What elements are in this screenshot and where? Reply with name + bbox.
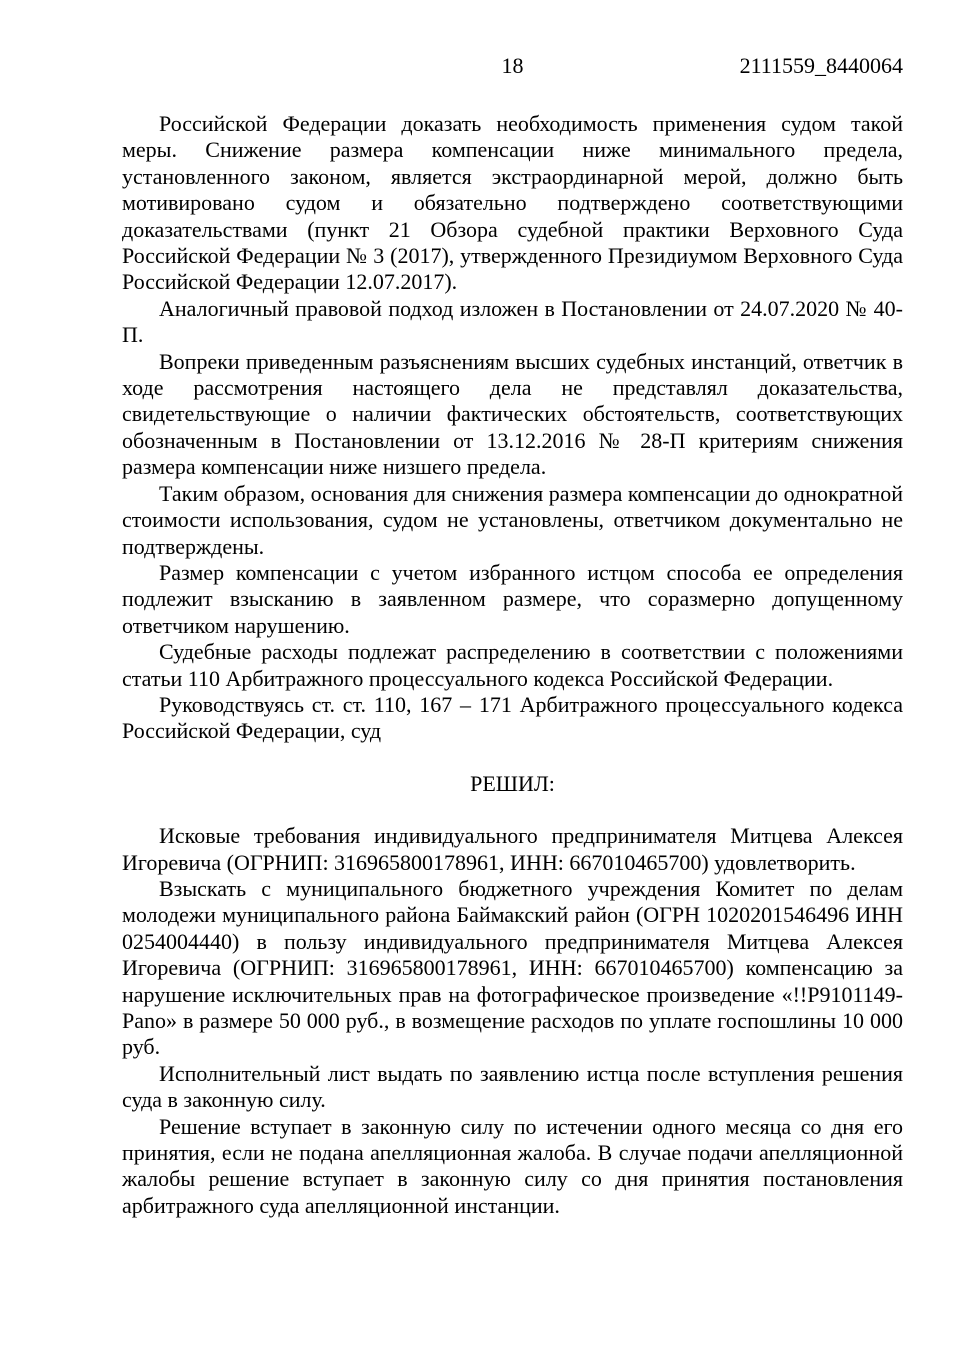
paragraph: Размер компенсации с учетом избранного истцом способа ее определения подлежит взысканию в заявленном размере, что соразмерно допущенному ответчиком нарушению. bbox=[122, 559, 903, 638]
paragraph: Взыскать с муниципального бюджетного учреждения Комитет по делам молодежи муниципального района Баймакский район (ОГРН 1020201546496 ИНН 0254004440) в пользу индивидуального предпринимателя Митцева Алексея Игоревича (ОГРНИП: 316965800178961, ИНН: 667010465700) компенсацию за нарушение исключительных прав на фотографическое произведение «!!P9101149-Pano» в размере 50 000 руб., в возмещение расходов по уплате госпошлины 10 000 руб. bbox=[122, 875, 903, 1060]
paragraph: Решение вступает в законную силу по истечении одного месяца со дня его принятия, если не подана апелляционная жалоба. В случае подачи апелляционной жалобы решение вступает в законную силу со дня принятия постановления арбитражного суда апелляционной инстанции. bbox=[122, 1113, 903, 1218]
document-number: 2111559_8440064 bbox=[739, 53, 903, 78]
paragraph: Таким образом, основания для снижения размера компенсации до однократной стоимости использования, судом не установлены, ответчиком документально не подтверждены. bbox=[122, 480, 903, 559]
paragraph: Вопреки приведенным разъяснениям высших судебных инстанций, ответчик в ходе рассмотрения настоящего дела не представлял доказательства, свидетельствующие о наличии фактических обстоятельств, соответствующих обозначенным в Постановлении от 13.12.2016 № 28-П критериям снижения размера компенсации ниже низшего предела. bbox=[122, 348, 903, 480]
paragraph: Судебные расходы подлежат распределению в соответствии с положениями статьи 110 Арбитражного процессуального кодекса Российской Федерации. bbox=[122, 639, 903, 691]
paragraph: Исковые требования индивидуального предпринимателя Митцева Алексея Игоревича (ОГРНИП: 316965800178961, ИНН: 667010465700) удовлетворить. bbox=[122, 823, 903, 875]
page-number: 18 bbox=[501, 53, 524, 78]
paragraph: Аналогичный правовой подход изложен в Постановлении от 24.07.2020 № 40-П. bbox=[122, 295, 903, 348]
resolution-heading: РЕШИЛ: bbox=[470, 770, 555, 796]
document-body bbox=[122, 111, 903, 1219]
paragraph: Руководствуясь ст. ст. 110, 167 – 171 Арбитражного процессуального кодекса Российской Федерации, суд bbox=[122, 691, 903, 744]
page-header bbox=[122, 53, 903, 80]
paragraph: Российской Федерации доказать необходимость применения судом такой меры. Снижение размера компенсации ниже минимального предела, установленного законом, является экстраординарной мерой, должно быть мотивировано судом и обязательно подтверждено соответствующими доказательствами (пункт 21 Обзора судебной практики Верховного Суда Российской Федерации № 3 (2017), утвержденного Президиумом Верховного Суда Российской Федерации 12.07.2017). bbox=[122, 111, 903, 295]
paragraph: Исполнительный лист выдать по заявлению истца после вступления решения суда в законную силу. bbox=[122, 1060, 903, 1113]
